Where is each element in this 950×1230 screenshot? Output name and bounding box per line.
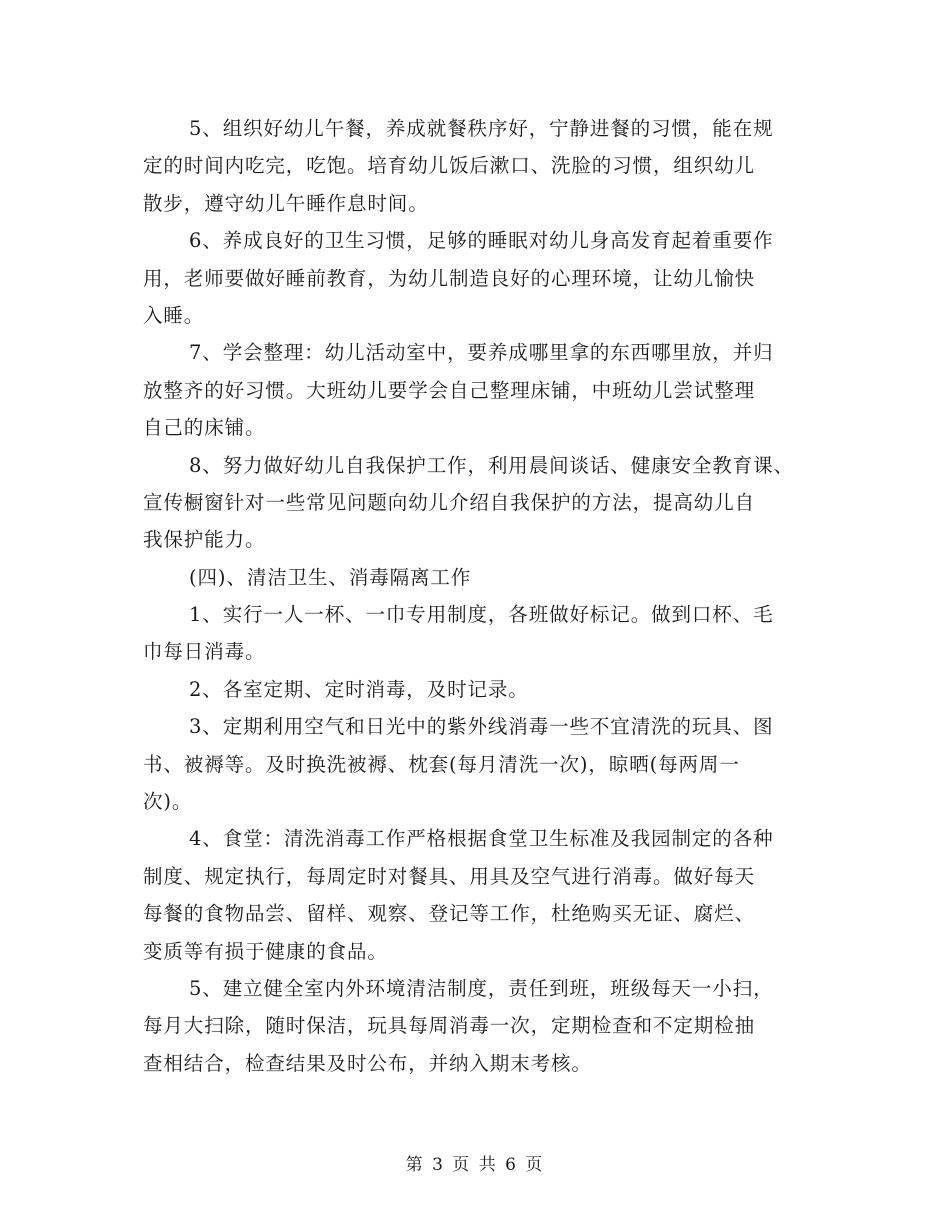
text-line: 每月大扫除，随时保洁，玩具每周消毒一次，定期检查和不定期检抽 — [143, 1014, 756, 1038]
text-line: 我保护能力。 — [143, 528, 266, 552]
text-line: 5、组织好幼儿午餐，养成就餐秩序好，宁静进餐的习惯，能在规 — [189, 117, 774, 140]
paragraph — [143, 970, 823, 1082]
page-number-label: 第 3 页 共 6 页 — [405, 1155, 545, 1175]
section-heading — [143, 559, 823, 596]
text-line: 4、食堂：清洗消毒工作严格根据食堂卫生标准及我园制定的各种 — [189, 827, 774, 851]
text-line: 宣传橱窗针对一些常见问题向幼儿介绍自我保护的方法，提高幼儿自 — [143, 490, 756, 514]
text-line: 放整齐的好习惯。大班幼儿要学会自己整理床铺，中班幼儿尝试整理 — [143, 378, 756, 402]
paragraph — [143, 222, 823, 334]
text-line: 查相结合，检查结果及时公布，并纳入期末考核。 — [143, 1051, 592, 1075]
text-line: 定的时间内吃完，吃饱。培育幼儿饭后漱口、洗脸的习惯，组织幼儿 — [143, 154, 756, 178]
paragraph — [143, 596, 823, 671]
text-line: 制度、规定执行，每周定时对餐具、用具及空气进行消毒。做好每天 — [143, 864, 756, 888]
text-line: 6、养成良好的卫生习惯，足够的睡眠对幼儿身高发育起着重要作 — [189, 229, 774, 253]
text-line: 自己的床铺。 — [143, 416, 266, 440]
page-footer — [0, 1150, 950, 1175]
text-line: 每餐的食物品尝、留样、观察、登记等工作，杜绝购买无证、腐烂、 — [143, 902, 756, 926]
paragraph — [143, 708, 823, 820]
paragraph — [143, 820, 823, 970]
text-line: 巾每日消毒。 — [143, 640, 266, 664]
text-line: 用，老师要做好睡前教育，为幼儿制造良好的心理环境，让幼儿愉快 — [143, 266, 756, 290]
paragraph — [143, 671, 823, 708]
text-line: 8、努力做好幼儿自我保护工作，利用晨间谈话、健康安全教育课、 — [189, 453, 794, 477]
paragraph — [143, 334, 823, 446]
text-line: 散步，遵守幼儿午睡作息时间。 — [143, 191, 429, 215]
text-line: 7、学会整理：幼儿活动室中，要养成哪里拿的东西哪里放，并归 — [189, 341, 774, 365]
text-line: 变质等有损于健康的食品。 — [143, 939, 388, 963]
text-line: (四)、清洁卫生、消毒隔离工作 — [189, 565, 472, 589]
text-line: 5、建立健全室内外环境清洁制度，责任到班，班级每天一小扫， — [189, 976, 774, 1000]
paragraph — [143, 447, 823, 559]
document-body — [143, 110, 823, 1082]
text-line: 1、实行一人一杯、一巾专用制度，各班做好标记。做到口杯、毛 — [189, 603, 774, 627]
paragraph — [143, 110, 823, 222]
text-line: 入睡。 — [143, 303, 205, 327]
text-line: 书、被褥等。及时换洗被褥、枕套(每月清洗一次)，晾晒(每两周一 — [143, 752, 740, 776]
text-line: 3、定期利用空气和日光中的紫外线消毒一些不宜清洗的玩具、图 — [189, 715, 774, 739]
text-line: 2、各室定期、定时消毒，及时记录。 — [189, 677, 529, 701]
text-line: 次)。 — [143, 790, 193, 814]
